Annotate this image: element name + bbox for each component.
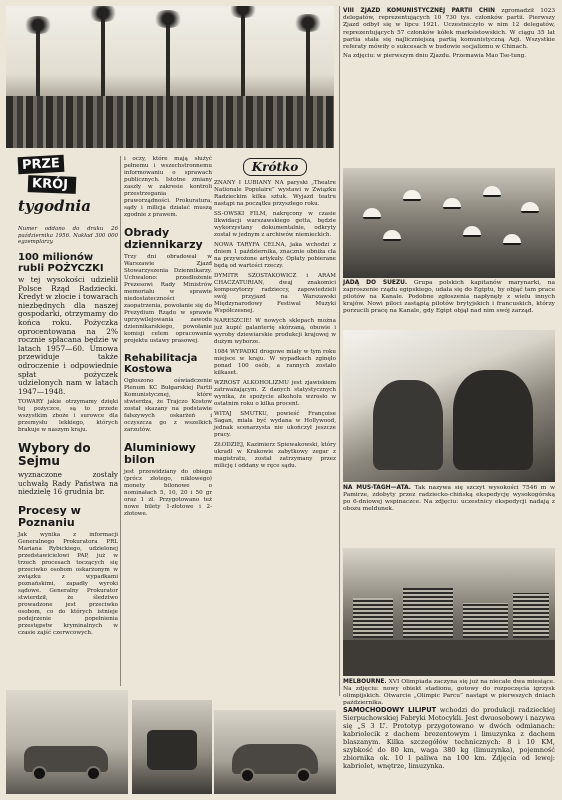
story-text: Tak nazywa się szczyt wysokości 7546 m w Pamirze, zdobyty przez radziecko-chińską ekspedycję wysokogórską po 6-dniowej wspinaczce. Na zdjęciu: uczestnicy ekspedycji nadają z obozu meldunek. <box>343 485 555 513</box>
palm-tree-icon <box>36 30 40 100</box>
palm-tree-icon <box>101 18 105 100</box>
elections-text: wyznaczone zostały uchwałą Rady Państwa na niedzielę 16 grudnia br. <box>18 470 118 497</box>
brief-item: NARESZCIE! W nowych sklepach można już kupić galanterię skórzaną, obuwie i wyroby dziewiarskie produkcji krajowej w dużym wyborze. <box>214 318 336 345</box>
column-1 <box>18 252 118 637</box>
building <box>463 603 508 638</box>
logo-box-2: KRÓJ <box>28 175 77 194</box>
building <box>353 598 393 638</box>
wheel-icon <box>240 768 255 783</box>
story-caption: Na zdjęciu: w pierwszym dniu Zjazdu. Przemawia Mao Tse-tung. <box>343 53 526 60</box>
cap-icon <box>443 198 461 209</box>
palm-tree-icon <box>306 28 310 100</box>
trials-text: Jak wynika z informacji Generalnego Prokuratora PRL Mariana Rybickiego, udzielonej przedstawicielowi PAP, już w trzech procesach toczących się przeciwko osobom oskarżonym w związku z wypadkami poznańskimi, zapadły wyroki sądowe. Generalny Prokurator stwierdził, że śledztwo prowadzone jest przeciwko osobom, co do których istnieje podejrzenie popełnienia przestępstw kryminalnych w czasie zajść czerwcowych. <box>18 531 118 636</box>
story-suez <box>343 280 555 315</box>
kostov-text: Ogłoszono oświadczenie Plenum KC Bułgarskiej Partii Komunistycznej, które stwierdza, że Trajczo Kostow został skazany na podstawie fałszywych oskarżeń i oczyszcza go z wszelkich zarzutów. <box>124 378 212 433</box>
stadium <box>343 640 555 676</box>
brief-item: 1084 WYPADKI drogowe miały w tym roku miejsce w kraju. W wypadkach zginęło ponad 100 osób, a rannych zostało kilkaset. <box>214 349 336 376</box>
headline-coins: Aluminiowy bilon <box>124 441 196 466</box>
coins-text: jest przewidziany do obiegu (prócz złotego, niklowego) monety bilonowe o nominałach 5, 10, 20 i 50 gr oraz 1 zł. Przygotowano też nowe bilety 1-złotowe i 2-złotowe. <box>124 469 212 517</box>
brief-item: ZŁODZIEJ, Kazimierz Spiewakowski, który ukradł w Krakowie zabytkowy zegar z magistratu, został zatrzymany przez milicję i oddany w ręce sądu. <box>214 442 336 469</box>
wheel-icon <box>32 766 47 781</box>
logo-subtitle: tygodnia <box>18 197 91 215</box>
story-melbourne <box>343 679 555 707</box>
story-text: XVI Olimpiada zaczyna się już na niecałe dwa miesiące. Na zdjęciu: nowy obiekt stadionu, gotowy do rozpoczęcia igrzysk olimpijskich. Otwarcie „Olimpic Parcu” nastąpi w pierwszych dniach października. <box>343 679 555 707</box>
cap-icon <box>503 234 521 245</box>
story-title: NA MUS-TAGH—ATA. <box>343 485 412 491</box>
car-interior-photo <box>132 700 212 794</box>
headline-journalists: Obrady dziennikarzy <box>124 226 203 251</box>
climber <box>453 370 533 470</box>
story-title: VIII ZJAZD KOMUNISTYCZNEJ PARTII CHIN <box>343 8 496 14</box>
column-divider <box>339 6 340 696</box>
logo-box-1: PRZE <box>18 155 65 174</box>
navy-captains-photo <box>343 168 555 278</box>
headline-kostov: Rehabilitacja Kostowa <box>124 353 198 375</box>
expedition-photo <box>343 330 555 482</box>
column-divider <box>120 156 121 686</box>
story-liliput <box>343 706 555 770</box>
building <box>513 593 549 638</box>
loan-text-2: TOWARY jakie otrzymamy dzięki tej pożyczce, są to przede wszystkim zboże i surowce dla przemysłu lekkiego, których brakuje w naszym kraju. <box>18 399 118 434</box>
brief-item: WITAJ SMUTKU, powieść Françoise Sagan, miała być wydana w Hollywood, jednak scenarzysta nie ukończył jeszcze pracy. <box>214 411 336 438</box>
story-text: wchodzi do produkcji radzieckiej Sierpuchowskiej Fabryki Motocykli. Jest dwuosobowy i nazywa się „S 3 L”. Prototyp przygotowano w dwóch odmianach: kabriolecik z dachem brezentowym i limuzynka z dachem blaszanym. Kilka szczegółów technicznych: 8 i 10 KM, szybkość do 80 km, waga 380 kg (limuzynka), pojemność zbiornika ok. 10 l paliwa na 100 km. Zdjęcia od lewej: kabriolet, wnętrze, limuzynka. <box>343 706 555 770</box>
brief-item: DYMITR SZOSTAKOWICZ i ARAM CHACZATURIAN, dwaj znakomici kompozytorzy radzieccy, zapowiedzieli swój przyjazd na Warszawski Międzynarodowy Festiwal Muzyki Współczesnej. <box>214 273 336 314</box>
cap-icon <box>403 190 421 201</box>
column-3 <box>214 156 336 470</box>
story-title: MELBOURNE. <box>343 679 387 685</box>
cap-icon <box>521 202 539 213</box>
headline-trials: Procesy w Poznaniu <box>18 503 81 529</box>
car-cabriolet-photo <box>6 690 128 794</box>
loan-text: w tej wysokości udzielił Polsce Rząd Radziecki. Kredyt w złocie i towarach niezbędnych dla naszej gospodarki, otrzymamy do końca roku. Pożyczka oprocentowana na 2% rocznie spłacana będzie w latach 1957—60. Umowa przewiduje także odroczenie i odpowiednie spłat pożyczek udzielonych nam w latach 1947—1948. <box>18 275 118 396</box>
brief-item: WZROST ALKOHOLIZMU jest zjawiskiem zatrważającym. Z danych statystycznych wynika, że spożycie alkoholu wzrosło w ostatnim roku o kilka procent. <box>214 380 336 407</box>
masthead <box>18 156 110 215</box>
wheel-icon <box>86 766 101 781</box>
cap-icon <box>363 208 381 219</box>
story-title: JADĄ DO SUEZU. <box>343 280 408 286</box>
brief-item: ZNANY I LUBIANY NA paryski „Theatre Nationale Populaire” wystawi w Związku Radzieckim kilka sztuk. Wyjazd teatru nastąpi na początku przyszłego roku. <box>214 180 336 207</box>
story-text: Grupa polskich kapitanów marynarki, na zaproszenie rządu egipskiego, udała się do Egiptu, by objąć tam prace pilotów na Kanale. Podobne zgłoszenia napłynęły z wielu innych krajów. Nowi piloci zastąpią pilotów brytyjskich i francuskich, którzy porzucili pracę na Kanale, gdy Egipt objął nad nim swój zarząd. <box>343 280 556 315</box>
issue-note: Numer oddano do druku 26 października 1956. Nakład 300 000 egzemplarzy. <box>18 226 118 246</box>
story-party-congress <box>343 8 555 60</box>
wheel-icon <box>296 768 311 783</box>
palm-tree-icon <box>241 14 245 100</box>
seat <box>147 730 197 770</box>
journalists-text: Trzy dni obradował w Warszawie Zjazd Stowarzyszenia Dziennikarzy. Uchwalono: przedłożenie Prezesowi Rady Ministrów memoriału w sprawie niedostateczności zaopatrzenia, powołanie się do Prezydium Rządu w sprawie uprzywilejowania zawodu dziennikarskiego, powołanie komisji celem opracowania projektu ustawy prasowej. <box>124 254 212 344</box>
car-limousine-photo <box>214 710 336 794</box>
story-title: SAMOCHODOWY LILIPUT <box>343 706 437 714</box>
story-mustagh <box>343 485 555 513</box>
cap-icon <box>383 230 401 241</box>
column-2 <box>124 156 212 518</box>
column2-intro: i oczy, które mają służyć pełnemu i wszechstronnemu informowaniu o sprawach publicznych. Istotne zmiany zaszły w zakresie kontroli przestrzegania praworządności. Prokuratura, sądy i milicja działać muszą zgodnie z prawem. <box>124 156 212 218</box>
headline-loan: 100 milionów rubli POŻYCZKI <box>18 252 104 274</box>
brief-item: SS-OWSKI FILM, nakręcony w czasie likwidacji warszawskiego getta, będzie wykorzystany dokumentalnie, odkryty został w jednym z archiwów niemieckich. <box>214 211 336 238</box>
brief-item: NOWA TARYFA CELNA, jaka wchodzi z dniem 1 października, znacznie obniża cła na przywożone artykuły. Opłaty pobierane będą od wartości rzeczy. <box>214 242 336 269</box>
building <box>403 588 453 638</box>
palm-tree-icon <box>166 24 170 100</box>
climber <box>373 380 443 470</box>
crowd <box>6 96 334 148</box>
melbourne-photo <box>343 548 555 676</box>
headline-elections: Wybory do Sejmu <box>18 441 91 469</box>
krotko-logo: Krótko <box>243 158 308 176</box>
beach-photo <box>6 6 334 148</box>
cap-icon <box>483 186 501 197</box>
cap-icon <box>463 226 481 237</box>
story-text: zgromadził 1023 delegatów, reprezentujących 10 730 tys. członków partii. Pierwszy Zjazd odbył się w lipcu 1921. Uczestniczyło w nim 12 delegatów, reprezentujących 57 członków kółek marksistowskich. W ciągu 35 lat partia stała się najliczniejszą partią komunistyczną Azji. Wszystkie referaty mówiły o sukcesach w budowie socjalizmu w Chinach. <box>343 8 556 51</box>
